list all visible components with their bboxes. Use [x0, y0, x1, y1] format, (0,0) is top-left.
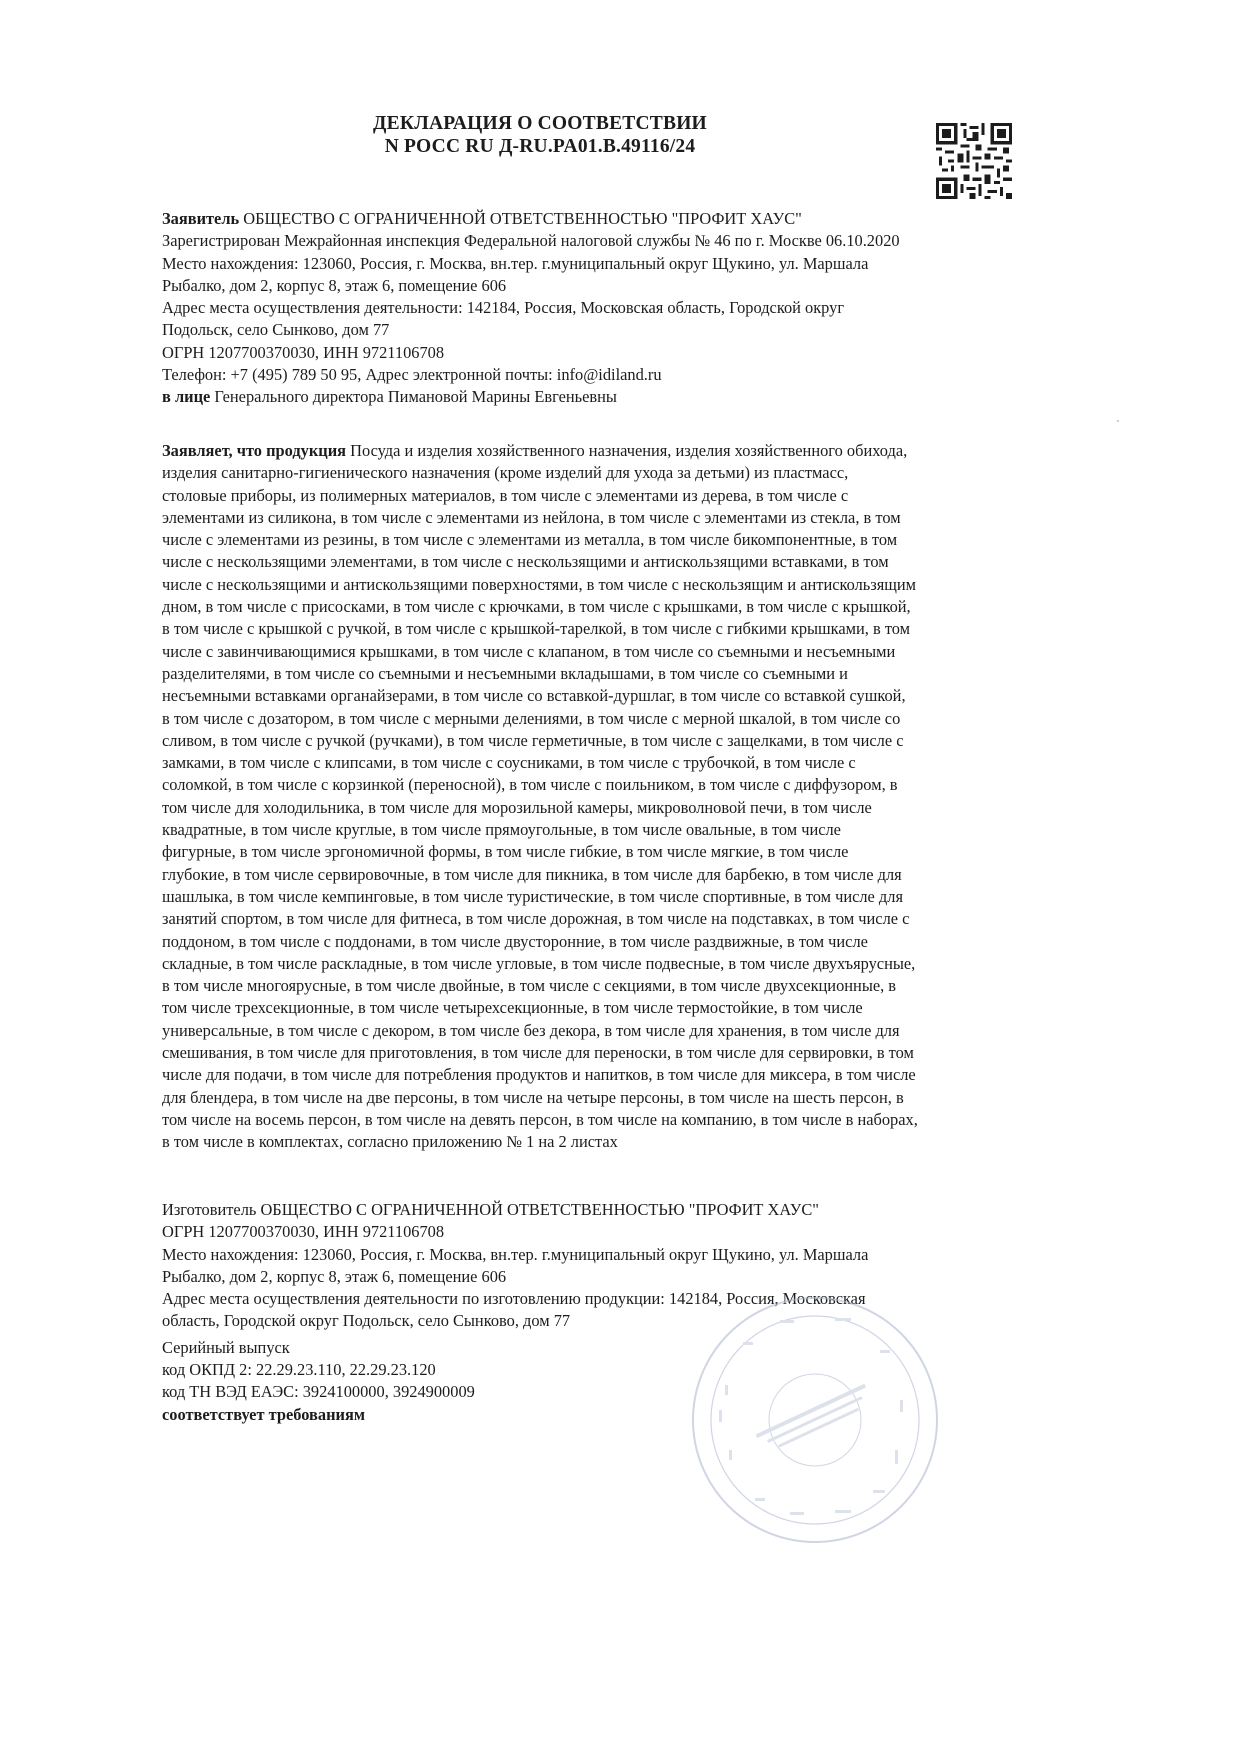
applicant-line: Телефон: +7 (495) 789 50 95, Адрес электронной почты: info@idiland.ru: [162, 365, 662, 385]
product-line: в том числе с дозатором, в том числе с мерными делениями, в том числе с мерной шкалой, в том числе со: [162, 708, 901, 728]
seal-stamp: [685, 1290, 945, 1550]
product-line: изделия санитарно-гигиенического назначения (кроме изделий для ухода за детьми) из пластмасс,: [162, 463, 849, 483]
product-line: занятий спортом, в том числе для фитнеса, в том числе дорожная, в том числе на подставках, в том числе с: [162, 909, 910, 929]
applicant-line: Рыбалко, дом 2, корпус 8, этаж 6, помещение 606: [162, 275, 507, 295]
title-line-1: ДЕКЛАРАЦИЯ О СООТВЕТСТВИИ: [373, 113, 707, 134]
manufacturer-line: область, Городской округ Подольск, село Сынково, дом 77: [162, 1311, 571, 1331]
product-line: соломкой, в том числе с корзинкой (переносной), в том числе с поильником, в том числе с диффузором, в: [162, 775, 898, 795]
product-line: сливом, в том числе с ручкой (ручками), в том числе герметичные, в том числе с защелками, в том числе с: [162, 730, 904, 750]
applicant-section: [162, 208, 900, 409]
manufacturer-line: Адрес места осуществления деятельности по изготовлению продукции: 142184, Россия, Московская: [162, 1289, 866, 1309]
product-line: в том числе многоярусные, в том числе двойные, в том числе с секциями, в том числе двухсекционные, в: [162, 976, 897, 996]
product-line: смешивания, в том числе для приготовления, в том числе для переноски, в том числе для сервировки, в том: [162, 1043, 914, 1063]
product-line: числе с нескользящими элементами, в том числе с нескользящими и антискользящими вставками, в том: [162, 552, 889, 572]
representative: Генерального директора Пимановой Марины Евгеньевны: [210, 387, 617, 407]
product-line: числе с элементами из резины, в том числе с элементами из металла, в том числе бикомпонентные, в том: [162, 530, 898, 550]
product-line: шашлыка, в том числе кемпинговые, в том числе туристические, в том числе спортивные, в том числе для: [162, 886, 903, 906]
manufacturer-line: Рыбалко, дом 2, корпус 8, этаж 6, помещение 606: [162, 1266, 507, 1286]
product-line: глубокие, в том числе сервировочные, в том числе для пикника, в том числе для барбекю, в том числе для: [162, 864, 902, 884]
product-line: том числе на восемь персон, в том числе на девять персон, в том числе на компанию, в том числе в наборах,: [162, 1109, 918, 1129]
okpd-code: код ОКПД 2: 22.29.23.110, 22.29.23.120: [162, 1360, 436, 1380]
product-line: числе для подачи, в том числе для потребления продуктов и напитков, в том числе для миксера, в том числе: [162, 1065, 916, 1085]
product-line: в том числе в комплектах, согласно приложению № 1 на 2 листах: [162, 1132, 618, 1152]
applicant-name: ОБЩЕСТВО С ОГРАНИЧЕННОЙ ОТВЕТСТВЕННОСТЬЮ "ПРОФИТ ХАУС": [239, 209, 802, 228]
applicant-line: Зарегистрирован Межрайонная инспекция Федеральной налоговой службы № 46 по г. Москве 06.10.2020: [162, 231, 900, 251]
product-line: несъемными вставками органайзерами, в том числе со вставкой-дуршлаг, в том числе со вставкой сушкой,: [162, 686, 906, 706]
representative-line: [162, 386, 900, 408]
manufacturer-line: ОГРН 1207700370030, ИНН 9721106708: [162, 1222, 445, 1242]
product-line: квадратные, в том числе круглые, в том числе прямоугольные, в том числе овальные, в том числе: [162, 820, 841, 840]
product-line: том числе для холодильника, в том числе для морозильной камеры, микроволновой печи, в том числе: [162, 797, 872, 817]
title-line-2: N РОСС RU Д-RU.PA01.B.49116/24: [384, 136, 696, 157]
product-first-line: [162, 440, 918, 462]
scan-mark: [1117, 420, 1119, 422]
product-line: числе с завинчивающимися крышками, в том числе с клапаном, в том числе со съемными и несъемными: [162, 641, 896, 661]
product-line: разделителями, в том числе со съемными и несъемными вкладышами, в том числе со съемными и: [162, 663, 848, 683]
product-line: элементами из силикона, в том числе с элементами из нейлона, в том числе с элементами из стекла, в том: [162, 507, 901, 527]
applicant-line: ОГРН 1207700370030, ИНН 9721106708: [162, 342, 445, 362]
product-line: в том числе с крышкой с ручкой, в том числе с крышкой-тарелкой, в том числе с гибкими крышками, в том: [162, 619, 911, 639]
applicant-label: Заявитель: [162, 209, 240, 228]
product-line: числе с нескользящими и антискользящими поверхностями, в том числе с нескользящим и антискользящим: [162, 574, 917, 594]
conformity-label: соответствует требованиям: [162, 1404, 365, 1424]
product-line: поддоном, в том числе с поддонами, в том числе двусторонние, в том числе раздвижные, в том числе: [162, 931, 868, 951]
applicant-name-line: [162, 208, 900, 230]
document-title: [330, 112, 750, 158]
applicant-line: Адрес места осуществления деятельности: 142184, Россия, Московская область, Городской округ: [162, 298, 845, 318]
product-line: универсальные, в том числе с декором, в том числе без декора, в том числе для хранения, в том числе для: [162, 1020, 900, 1040]
product-first-text: Посуда и изделия хозяйственного назначения, изделия хозяйственного обихода,: [346, 441, 908, 460]
manufacturer-line: Изготовитель ОБЩЕСТВО С ОГРАНИЧЕННОЙ ОТВЕТСТВЕННОСТЬЮ "ПРОФИТ ХАУС": [162, 1200, 819, 1219]
product-line: том числе трехсекционные, в том числе четырехсекционные, в том числе термостойкие, в том числе: [162, 998, 863, 1018]
qr-code: [936, 123, 1012, 199]
product-line: для блендера, в том числе на две персоны, в том числе на четыре персоны, в том числе на шесть персон, в: [162, 1087, 904, 1107]
manufacturer-line: Место нахождения: 123060, Россия, г. Москва, вн.тер. г.муниципальный округ Щукино, ул. Маршала: [162, 1244, 869, 1264]
applicant-line: Место нахождения: 123060, Россия, г. Москва, вн.тер. г.муниципальный округ Щукино, ул. Маршала: [162, 253, 869, 273]
product-line: фигурные, в том числе эргономичной формы, в том числе гибкие, в том числе мягкие, в том числе: [162, 842, 849, 862]
product-line: столовые приборы, из полимерных материалов, в том числе с элементами из дерева, в том числе с: [162, 485, 849, 505]
tnved-code: код ТН ВЭД ЕАЭС: 3924100000, 3924900009: [162, 1382, 475, 1402]
product-label: Заявляет, что продукция: [162, 441, 347, 460]
product-section: [162, 440, 918, 1154]
release-type: Серийный выпуск: [162, 1337, 290, 1357]
product-line: замками, в том числе с клипсами, в том числе с соусниками, в том числе с трубочкой, в том числе с: [162, 753, 856, 773]
product-line: складные, в том числе раскладные, в том числе угловые, в том числе подвесные, в том числе двухъярусные,: [162, 953, 916, 973]
representative-label: в лице: [162, 387, 211, 407]
applicant-line: Подольск, село Сынково, дом 77: [162, 320, 390, 340]
product-line: дном, в том числе с присосками, в том числе с крючками, в том числе с крышками, в том числе с крышкой,: [162, 597, 911, 617]
